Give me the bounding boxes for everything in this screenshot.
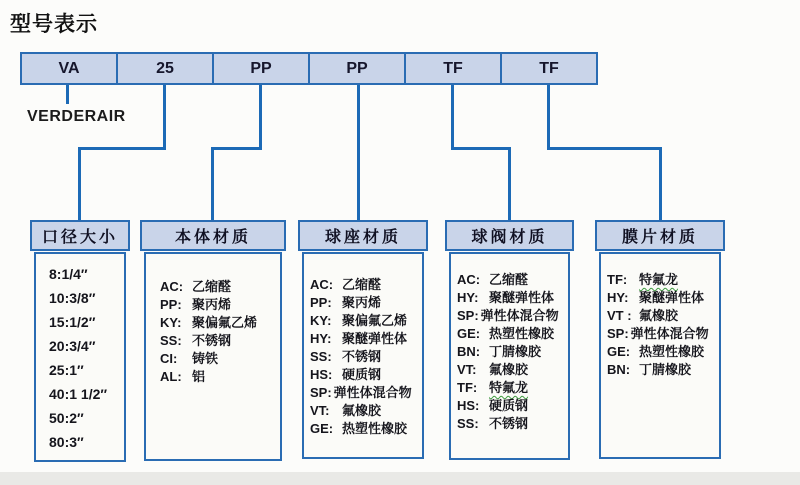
list-item [607,271,717,289]
item-code: GE: [457,326,481,341]
item-code: SP: [457,308,479,323]
item-code: PP: [160,297,182,312]
list-item [457,325,566,343]
model-code-segment-label: PP [250,59,272,77]
connector-tf2-vertical [547,85,550,150]
item-name: 特氟龙 [489,380,529,395]
list-item [160,332,278,350]
list-item [49,310,120,334]
category-header: 膜片材质 [595,220,725,251]
list-item [49,286,120,310]
list-item [310,348,420,366]
item-name: 聚偏氟乙烯 [192,315,258,330]
item-name: 热塑性橡胶 [639,344,705,359]
bottom-strip [0,472,800,485]
item-code: VT: [457,362,477,377]
item-code: PP: [310,295,332,310]
category-list [144,252,282,461]
item-code: VT : [607,308,632,323]
connector-va-stub [66,85,69,104]
item-code: CI: [160,351,178,366]
item-code: SP: [310,385,332,400]
item-name: 弹性体混合物 [480,308,559,323]
item-name: 弹性体混合物 [630,326,709,341]
model-code-segment-label: 25 [156,59,174,77]
list-item [310,330,420,348]
list-item [160,296,278,314]
brand-label: VERDERAIR [27,108,126,125]
list-item [457,343,566,361]
item-label: 25:1″ [49,362,84,378]
list-item [160,314,278,332]
category-body-material [140,220,286,461]
list-item [310,366,420,384]
item-label: 20:3/4″ [49,338,96,354]
model-code-segment [212,52,310,85]
category-list [599,252,721,459]
item-name: 热塑性橡胶 [342,421,408,436]
connector-25-horizontal [78,147,166,150]
item-code: BN: [457,344,481,359]
category-ball-valve-material [445,220,574,460]
item-code: AC: [457,272,481,287]
item-code: GE: [310,421,334,436]
item-code: VT: [310,403,330,418]
item-code: KY: [310,313,332,328]
model-code-segment [500,52,598,85]
list-item [310,384,420,402]
item-code: SS: [160,333,182,348]
item-name: 聚丙烯 [342,295,382,310]
item-name: 丁腈橡胶 [639,362,692,377]
item-label: 8:1/4″ [49,266,88,282]
item-code: AL: [160,369,182,384]
item-name: 不锈钢 [342,349,382,364]
item-code: HY: [457,290,479,305]
item-name: 丁腈橡胶 [489,344,542,359]
model-code-segment [404,52,502,85]
item-code: AC: [310,277,334,292]
list-item [457,307,566,325]
list-item [49,382,120,406]
item-label: 15:1/2″ [49,314,96,330]
list-item [607,307,717,325]
connector-25-vertical [163,85,166,150]
list-item [310,276,420,294]
list-item [310,294,420,312]
list-item [49,262,120,286]
item-name: 聚醚弹性体 [342,331,408,346]
category-header: 口径大小 [30,220,130,251]
list-item [160,368,278,386]
item-name: 弹性体混合物 [333,385,412,400]
list-item [160,350,278,368]
item-name: 不锈钢 [192,333,232,348]
list-item [310,312,420,330]
item-code: SS: [457,416,479,431]
category-list [34,252,126,462]
item-name: 聚醚弹性体 [639,290,705,305]
item-code: HY: [310,331,332,346]
connector-pp1-drop [211,147,214,220]
model-code-row [20,52,596,85]
item-name: 聚丙烯 [192,297,232,312]
item-code: HS: [457,398,480,413]
item-code: SP: [607,326,629,341]
list-item [457,289,566,307]
item-name: 乙缩醛 [489,272,529,287]
item-code: GE: [607,344,631,359]
item-name: 硬质钢 [342,367,382,382]
item-code: KY: [160,315,182,330]
list-item [310,402,420,420]
list-item [310,420,420,438]
list-item [49,358,120,382]
list-item [607,361,717,379]
item-name: 乙缩醛 [342,277,382,292]
connector-pp2-drop [357,85,360,220]
item-name: 氟橡胶 [639,308,679,323]
item-code: TF: [607,272,628,287]
category-list [449,252,570,460]
connector-tf2-drop [659,147,662,220]
model-code-segment-label: PP [346,59,368,77]
model-code-segment [308,52,406,85]
list-item [457,271,566,289]
item-label: 10:3/8″ [49,290,96,306]
connector-pp1-horizontal [211,147,262,150]
model-code-segment [116,52,214,85]
list-item [457,361,566,379]
item-code: HS: [310,367,333,382]
item-label: 50:2″ [49,410,84,426]
model-code-segment [20,52,118,85]
category-port-size [30,220,130,462]
model-code-segment-label: TF [539,59,559,77]
item-code: TF: [457,380,478,395]
list-item [457,415,566,433]
connector-pp1-vertical [259,85,262,150]
category-header: 本体材质 [140,220,286,251]
page-title: 型号表示 [10,13,98,36]
item-name: 铸铁 [192,351,219,366]
list-item [49,430,120,454]
list-item [49,334,120,358]
item-name: 不锈钢 [489,416,529,431]
connector-tf1-vertical [451,85,454,150]
item-name: 氟橡胶 [342,403,382,418]
item-name: 聚偏氟乙烯 [342,313,408,328]
category-header: 球阀材质 [445,220,574,251]
connector-tf2-horizontal [547,147,662,150]
connector-tf1-drop [508,147,511,220]
list-item [457,397,566,415]
item-code: SS: [310,349,332,364]
item-name: 热塑性橡胶 [489,326,555,341]
item-name: 氟橡胶 [489,362,529,377]
item-code: HY: [607,290,629,305]
item-label: 40:1 1/2″ [49,386,108,402]
item-name: 铝 [192,369,206,384]
list-item [49,406,120,430]
item-name: 特氟龙 [639,272,679,287]
model-code-segment-label: TF [443,59,463,77]
model-code-segment-label: VA [58,59,80,77]
connector-25-drop [78,147,81,220]
list-item [607,343,717,361]
connector-tf1-horizontal [451,147,511,150]
category-ball-seat-material [298,220,428,459]
item-label: 80:3″ [49,434,84,450]
category-header: 球座材质 [298,220,428,251]
item-name: 硬质钢 [489,398,529,413]
list-item [607,325,717,343]
category-diaphragm-material [595,220,725,459]
item-name: 乙缩醛 [192,279,232,294]
item-code: BN: [607,362,631,377]
list-item [607,289,717,307]
list-item [160,278,278,296]
list-item [457,379,566,397]
item-code: AC: [160,279,184,294]
category-list [302,252,424,459]
item-name: 聚醚弹性体 [489,290,555,305]
